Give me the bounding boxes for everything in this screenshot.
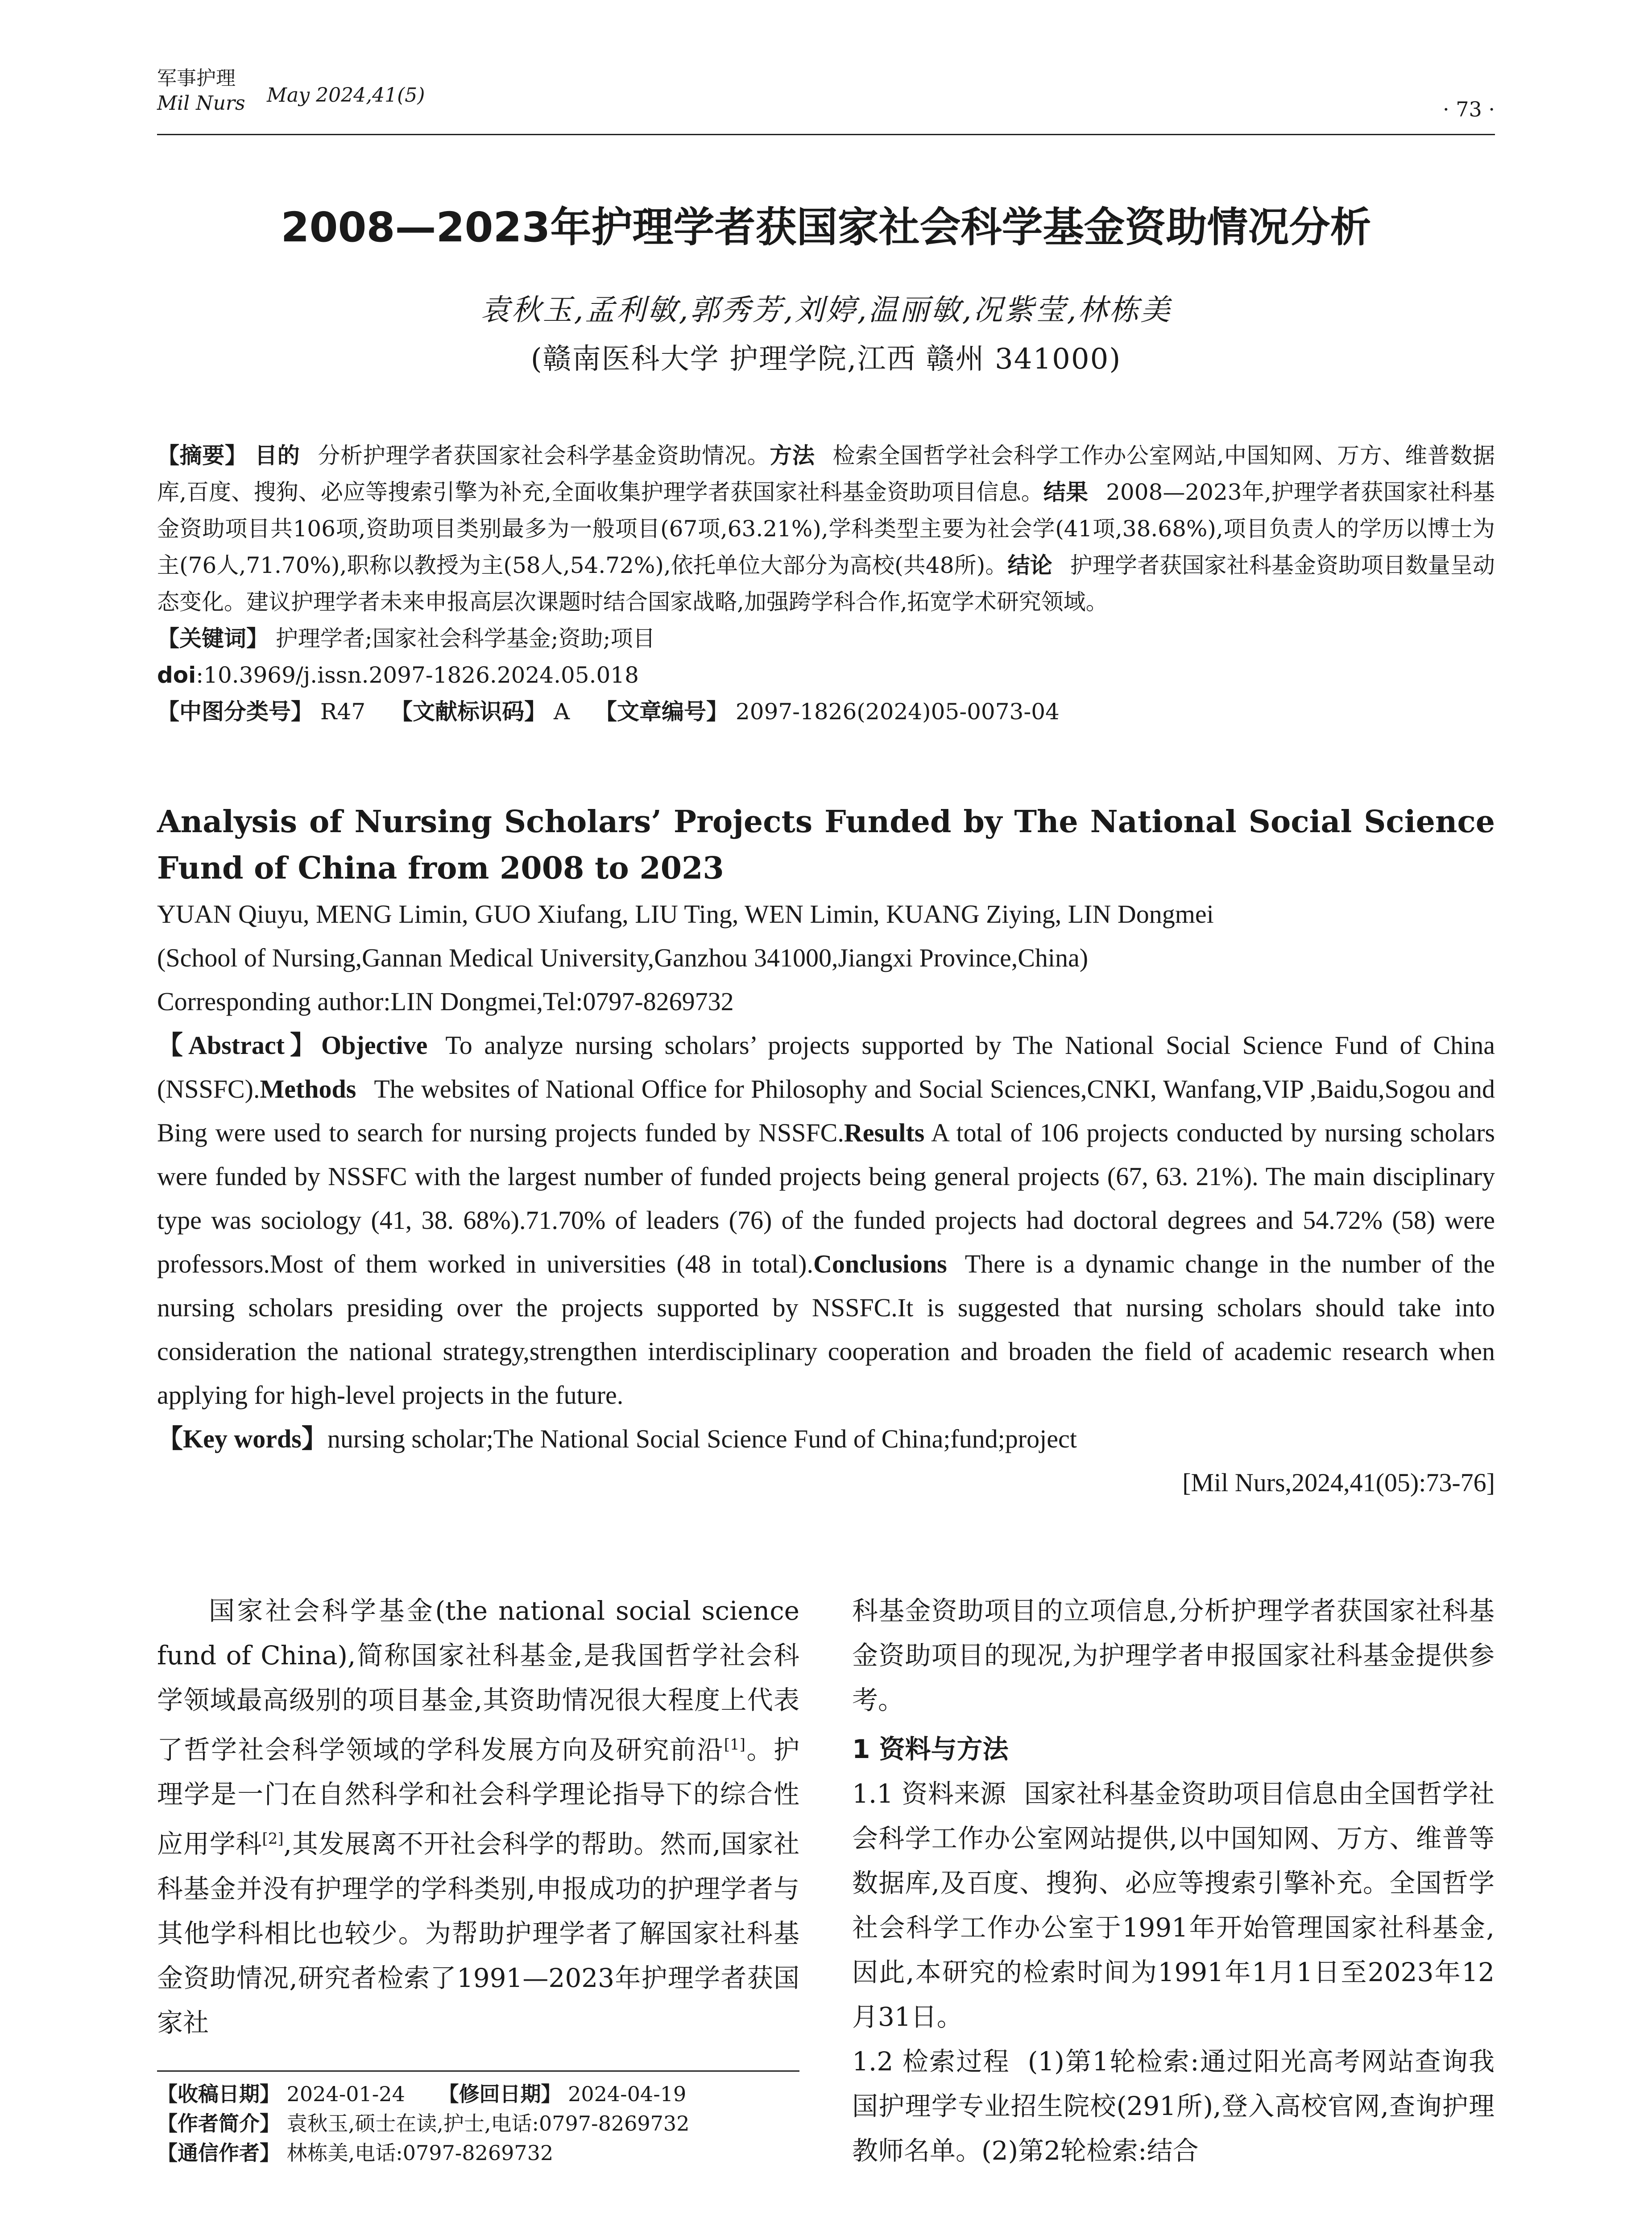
intro-text-2: 。护理学是一门在自然科学和社会科学理论指导下的综合性应用学科: [157, 1734, 799, 1859]
methods-en-text: The websites of National Office for Philosophy and Social Sciences,CNKI, Wanfang,VIP ,Baidu,Sogou and Bing were used to search for nursing projects funded by NSSFC.: [157, 1074, 1495, 1147]
section-1-1-text: 国家社科基金资助项目信息由全国哲学社会科学工作办公室网站提供,以中国知网、万方、维普等数据库,及百度、搜狗、必应等搜索引擎补充。全国哲学社会科学工作办公室于1991年开始管理国家社科基金,因此,本研究的检索时间为1991年1月1日至2023年12月31日。: [852, 1779, 1495, 2032]
received-label: 【收稿日期】: [157, 2082, 280, 2106]
corresponding-text: 林栋美,电话:0797-8269732: [286, 2141, 554, 2165]
reference-2[interactable]: [2]: [262, 1830, 284, 1848]
section-1-2-label: 1.2 检索过程: [852, 2046, 1010, 2077]
running-header-journal: [157, 66, 245, 116]
section-1-2-text: (1)第1轮检索:通过阳光高考网站查询我国护理学专业招生院校(291所),登入高校官网,查询护理教师名单。(2)第2轮检索:结合: [852, 2046, 1495, 2166]
journal-name-en: Mil Nurs: [157, 92, 245, 115]
article-number-value: 2097-1826(2024)05-0073-04: [735, 699, 1060, 725]
methods-en-label: Methods: [260, 1074, 356, 1103]
footnotes: [157, 2079, 799, 2168]
conclusions-en-label: Conclusions: [813, 1249, 947, 1278]
intro-text-3: ,其发展离不开社会科学的帮助。然而,国家社科基金并没有护理学的学科类别,申报成功的护理学者与其他学科相比也较少。为帮助护理学者了解国家社科基金资助情况,研究者检索了1991—2023年护理学者获国家社: [157, 1829, 799, 2038]
author-bio-text: 袁秋玉,硕士在读,护士,电话:0797-8269732: [286, 2111, 690, 2136]
english-affiliation: (School of Nursing,Gannan Medical University,Ganzhou 341000,Jiangxi Province,China): [157, 943, 1089, 972]
citation-line: [Mil Nurs,2024,41(05):73-76]: [1182, 1468, 1495, 1497]
footnote-author-bio: [157, 2109, 799, 2138]
classification-line: [157, 693, 1495, 730]
doi-line: [157, 657, 1495, 693]
revised-label: 【修回日期】: [438, 2082, 562, 2106]
doc-code-label: 【文献标识码】: [390, 699, 547, 725]
received-date: 2024-01-24: [286, 2082, 405, 2106]
body-column-right: [852, 1588, 1495, 2173]
english-title: Analysis of Nursing Scholars’ Projects Funded by The National Social Science Fund of China from 2008 to 2023: [157, 804, 1495, 886]
corresponding-author: Corresponding author:LIN Dongmei,Tel:0797-8269732: [157, 987, 734, 1016]
keywords-label: 【关键词】: [157, 626, 269, 651]
intro-continued: 科基金资助项目的立项信息,分析护理学者获国家社科基金资助项目的现况,为护理学者申报国家社科基金提供参考。: [852, 1596, 1495, 1715]
reference-1[interactable]: [1]: [724, 1736, 745, 1754]
conclusion-label: 结论: [1007, 552, 1052, 578]
abstract-cn: [157, 437, 1495, 620]
clc-label: 【中图分类号】: [157, 699, 313, 725]
author-list: 袁秋玉,孟利敏,郭秀芳,刘婷,温丽敏,况紫莹,林栋美: [480, 293, 1172, 327]
objective-text: 分析护理学者获国家社会科学基金资助情况。: [318, 443, 770, 469]
abstract-en: [157, 1024, 1495, 1417]
objective-en-text: To analyze nursing scholars’ projects supported by The National Social Science Fund of China (NSSFC).: [157, 1031, 1495, 1103]
page-number: · 73 ·: [1442, 97, 1495, 121]
abstract-label: 【摘要】: [157, 443, 248, 469]
conclusion-text: 护理学者获国家社科基金资助项目数量呈动态变化。建议护理学者未来申报高层次课题时结合国家战略,加强跨学科合作,拓宽学术研究领域。: [157, 552, 1495, 615]
keywords-en-label: 【Key words】: [157, 1424, 327, 1453]
keywords-cn: [157, 620, 1495, 657]
header-rule: [157, 134, 1495, 135]
footnote-corresponding: [157, 2138, 799, 2168]
section-1-1: [852, 1771, 1495, 2039]
doi-label: doi: [157, 662, 196, 688]
results-en-label: Results: [844, 1118, 925, 1147]
footnote-rule: [157, 2070, 799, 2072]
intro-text-1: 国家社会科学基金(the national social science fund of China),简称国家社科基金,是我国哲学社会科学领域最高级别的项目基金,其资助情况很大程度上代表了哲学社会科学领域的学科发展方向及研究前沿: [157, 1596, 799, 1765]
keywords-text: 护理学者;国家社会科学基金;资助;项目: [275, 626, 655, 651]
english-authors: YUAN Qiuyu, MENG Limin, GUO Xiufang, LIU Ting, WEN Limin, KUANG Ziying, LIN Dongmei: [157, 900, 1214, 929]
clc-value: R47: [320, 699, 366, 725]
doi-text: :10.3969/j.issn.2097-1826.2024.05.018: [196, 662, 639, 688]
article-title: 2008—2023年护理学者获国家社会科学基金资助情况分析: [281, 203, 1371, 251]
doc-code-value: A: [554, 699, 570, 725]
keywords-en: [157, 1417, 1495, 1461]
article-number-label: 【文章编号】: [595, 699, 729, 725]
objective-en-label: Objective: [321, 1031, 428, 1060]
affiliation: (赣南医科大学 护理学院,江西 赣州 341000): [530, 343, 1122, 376]
keywords-en-text: nursing scholar;The National Social Science Fund of China;fund;project: [327, 1424, 1077, 1453]
chinese-abstract-block: [157, 437, 1495, 730]
methods-label: 方法: [770, 443, 815, 469]
corresponding-label: 【通信作者】: [157, 2141, 280, 2165]
results-text: 2008—2023年,护理学者获国家社科基金资助项目共106项,资助项目类别最多为一般项目(67项,63.21%),学科类型主要为社会学(41项,38.68%),项目负责人的学历以博士为主(76人,71.70%),职称以教授为主(58人,54.72%),依托单位大部分为高校(共48所)。: [157, 479, 1495, 578]
issue-info: May 2024,41(5): [267, 84, 425, 107]
body-column-left: [157, 1588, 799, 2045]
section-1-1-label: 1.1 资料来源: [852, 1779, 1006, 1809]
intro-paragraph: [157, 1588, 799, 2045]
conclusions-en-text: There is a dynamic change in the number of the nursing scholars presiding over the projects supported by NSSFC.It is suggested that nursing scholars should take into consideration the national strategy,strengthen interdisciplinary cooperation and broaden the field of academic research when applying for high-level projects in the future.: [157, 1249, 1495, 1410]
methods-text: 检索全国哲学社会科学工作办公室网站,中国知网、万方、维普数据库,百度、搜狗、必应等搜索引擎为补充,全面收集护理学者获国家社科基金资助项目信息。: [157, 443, 1495, 505]
revised-date: 2024-04-19: [568, 2082, 687, 2106]
section-1-2: [852, 2039, 1495, 2173]
author-bio-label: 【作者简介】: [157, 2111, 280, 2136]
section-1-heading: 1 资料与方法: [852, 1734, 1009, 1764]
journal-name-cn: 军事护理: [157, 67, 236, 90]
footnote-dates: [157, 2079, 799, 2109]
english-abstract-block: [157, 892, 1495, 1505]
objective-label: 目的: [255, 443, 300, 469]
abstract-en-label: 【Abstract】: [157, 1031, 322, 1060]
results-label: 结果: [1043, 479, 1089, 505]
results-en-text: A total of 106 projects conducted by nursing scholars were funded by NSSFC with the largest number of funded projects being general projects (67, 63. 21%). The main disciplinary type was sociology (41, 38. 68%).71.70% of leaders (76) of the funded projects had doctoral degrees and 54.72% (58) were professors.Most of them worked in universities (48 in total).: [157, 1118, 1495, 1278]
